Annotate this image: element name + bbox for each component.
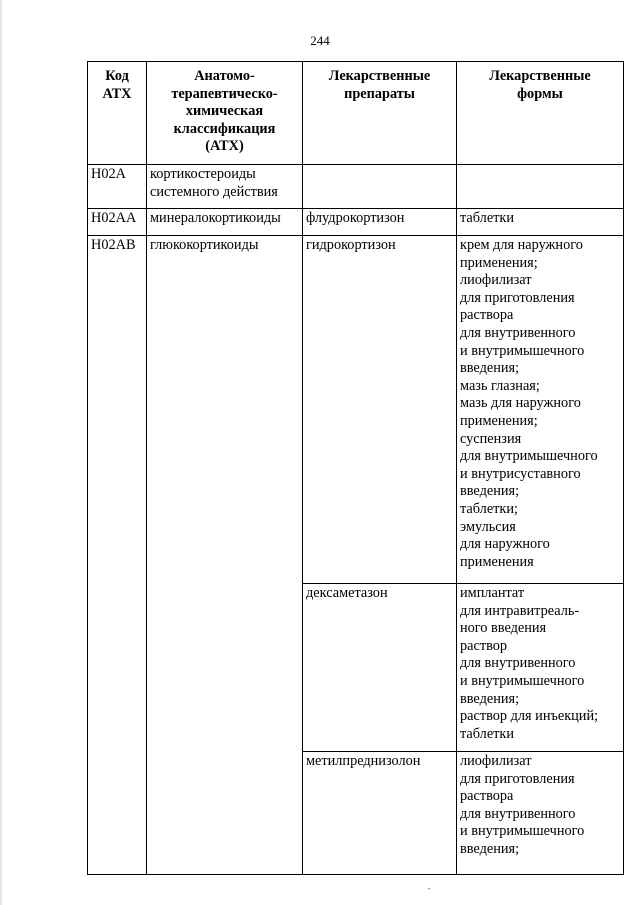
atx-table — [87, 61, 624, 875]
row-drug: метилпреднизолон — [303, 752, 457, 875]
row-drug: дексаметазон — [303, 584, 457, 752]
row-code: H02A — [88, 165, 147, 209]
header-code: Код АТХ — [88, 62, 147, 165]
scan-speck: • — [428, 887, 431, 893]
row-forms: таблетки — [457, 209, 624, 236]
row-classification: глюкокортикоиды — [147, 236, 303, 875]
row-classification: минералокортикоиды — [147, 209, 303, 236]
row-code: H02AB — [88, 236, 147, 875]
table-row — [88, 209, 624, 236]
row-forms: крем для наружного применения; лиофилизат для приготовления раствора для внутривенного и внутримышечного введения; мазь глазная; мазь для наружного применения; суспензия для внутримышечного и внутрисуставного введения; таблетки; эмульсия для наружного применения — [457, 236, 624, 584]
header-drugs: Лекарственные препараты — [303, 62, 457, 165]
row-forms: имплантат для интравитреаль- ного введения раствор для внутривенного и внутримышечного введения; раствор для инъекций; таблетки — [457, 584, 624, 752]
table-row — [88, 236, 624, 584]
row-drug — [303, 165, 457, 209]
scan-edge — [0, 0, 2, 905]
row-forms — [457, 165, 624, 209]
row-drug: гидрокортизон — [303, 236, 457, 584]
row-forms: лиофилизат для приготовления раствора для внутривенного и внутримышечного введения; — [457, 752, 624, 875]
row-drug: флудрокортизон — [303, 209, 457, 236]
row-classification: кортикостероиды системного действия — [147, 165, 303, 209]
header-forms: Лекарственные формы — [457, 62, 624, 165]
row-code: H02AA — [88, 209, 147, 236]
table-row — [88, 165, 624, 209]
table-header-row — [88, 62, 624, 165]
page-number: 244 — [310, 33, 330, 48]
header-classification: Анатомо- терапевтическо- химическая классификация (АТХ) — [147, 62, 303, 165]
